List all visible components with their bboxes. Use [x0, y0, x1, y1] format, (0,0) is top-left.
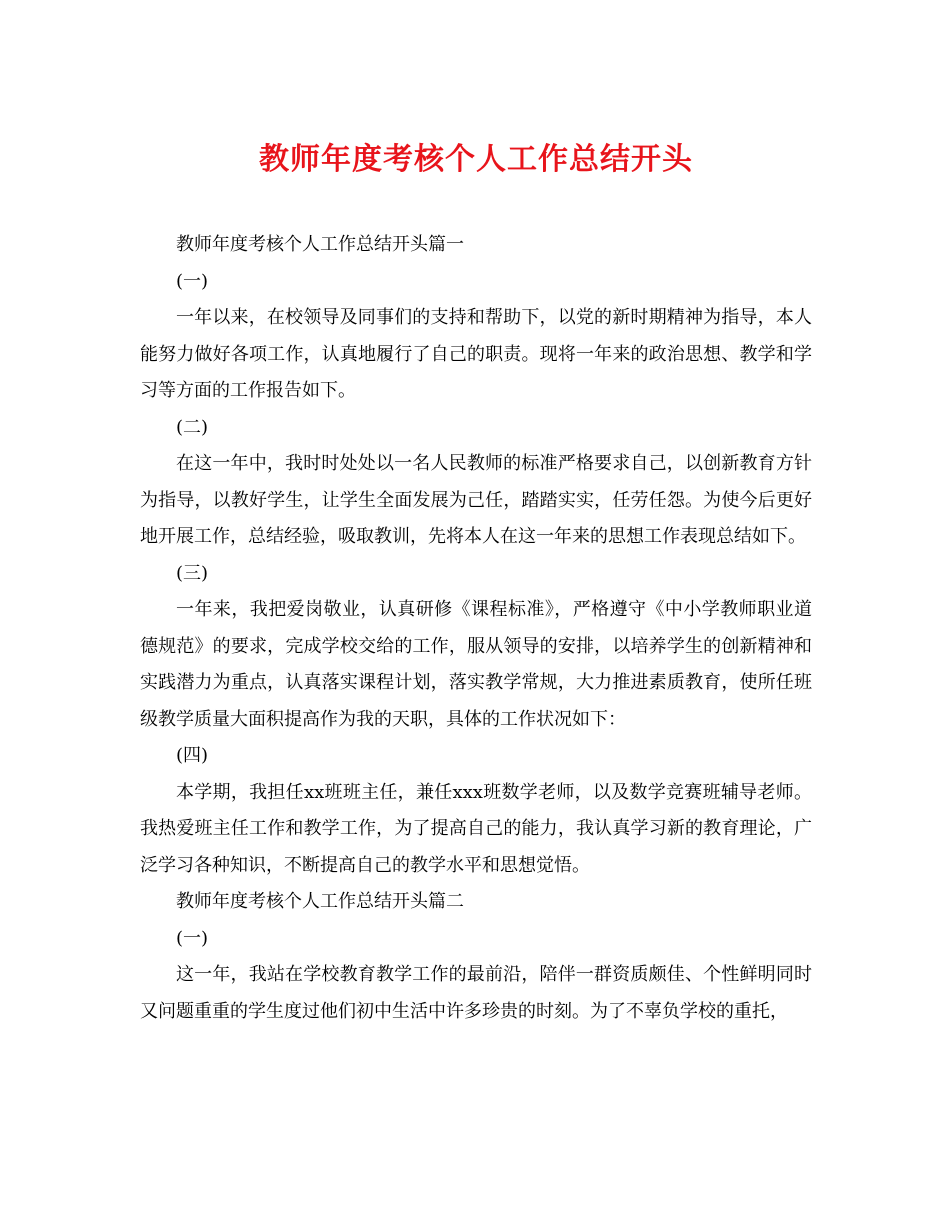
section-heading: 教师年度考核个人工作总结开头篇一: [176, 234, 464, 255]
document-title: 教师年度考核个人工作总结开头: [259, 142, 693, 177]
body-paragraph: 这一年，我站在学校教育教学工作的最前沿，陪伴一群资质颇佳、个性鲜明同时又问题重重的学生度过他们初中生活中许多珍贵的时刻。为了不辜负学校的重托，: [140, 964, 812, 1022]
body-paragraph: 一年来，我把爱岗敬业，认真研修《课程标准》，严格遵守《中小学教师职业道德规范》的要求，完成学校交给的工作，服从领导的安排，以培养学生的创新精神和实践潜力为重点，认真落实课程计划，落实教学常规，大力推进素质教育，使所任班级教学质量大面积提高作为我的天职，具体的工作状况如下：: [140, 599, 812, 730]
document-page: [140, 135, 812, 1030]
subsection-marker: (一): [176, 927, 209, 949]
body-paragraph: 在这一年中，我时时处处以一名人民教师的标准严格要求自己，以创新教育方针为指导，以教好学生，让学生全面发展为己任，踏踏实实，任劳任怨。为使今后更好地开展工作，总结经验，吸取教训，先将本人在这一年来的思想工作表现总结如下。: [140, 453, 812, 547]
section-heading: 教师年度考核个人工作总结开头篇二: [176, 891, 464, 912]
body-paragraph: 本学期，我担任xx班班主任，兼任xxx班数学老师，以及数学竞赛班辅导老师。我热爱班主任工作和教学工作，为了提高自己的能力，我认真学习新的教育理论，广泛学习各种知识，不断提高自己的教学水平和思想觉悟。: [140, 781, 812, 876]
subsection-marker: (三): [176, 562, 209, 584]
subsection-marker: (一): [176, 270, 209, 292]
document-body: [140, 227, 812, 1030]
subsection-marker: (二): [176, 416, 209, 438]
subsection-marker: (四): [176, 745, 209, 766]
body-paragraph: 一年以来，在校领导及同事们的支持和帮助下，以党的新时期精神为指导，本人能努力做好各项工作，认真地履行了自己的职责。现将一年来的政治思想、教学和学习等方面的工作报告如下。: [140, 307, 812, 401]
